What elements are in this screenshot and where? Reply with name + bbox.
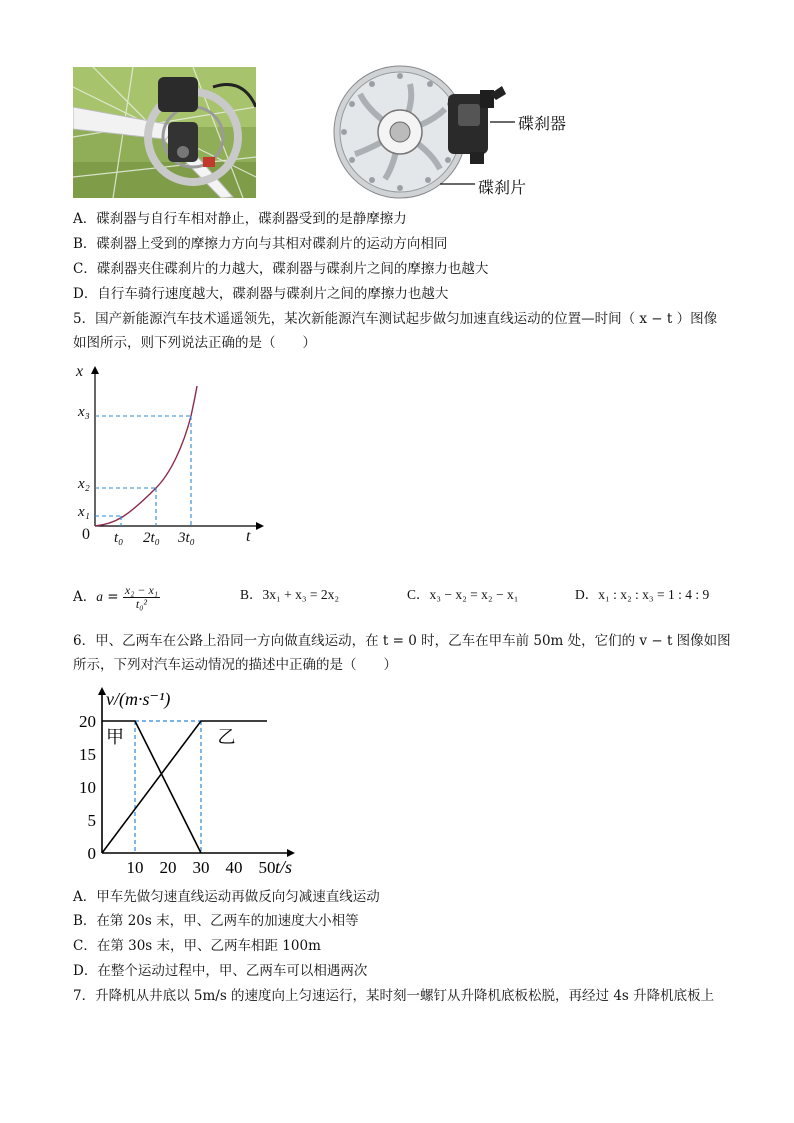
q6-option-d: D．在整个运动过程中，甲、乙两车可以相遇两次	[73, 963, 368, 979]
q6-option-a: A．甲车先做匀速直线运动再做反向匀减速直线运动	[73, 889, 380, 905]
q4-option-a: A．碟刹器与自行车相对静止，碟刹器受到的是静摩擦力	[73, 211, 407, 227]
y-tick-x1: x₁	[78, 504, 90, 520]
y-tick-x2: x₂	[78, 476, 90, 492]
origin-label: 0	[82, 526, 90, 543]
q5-option-a-prefix: A．	[73, 589, 97, 605]
q4-option-b: B．碟刹器上受到的摩擦力方向与其相对碟刹片的运动方向相同	[73, 236, 448, 252]
y-axis-arrow	[98, 687, 106, 695]
q5-option-c: C．x₃ − x₂ = x₂ − x₁	[407, 587, 519, 602]
q5-xt-graph	[70, 362, 270, 562]
q6-option-c: C．在第 30s 末，甲、乙两车相距 100m	[73, 938, 321, 954]
xt-curve	[95, 386, 197, 526]
disc-rotor	[334, 66, 466, 198]
x-tick-label: 50	[258, 858, 276, 877]
y-tick-label: 15	[79, 745, 96, 764]
q4-option-c: C．碟刹器夹住碟刹片的力越大，碟刹器与碟刹片之间的摩擦力也越大	[73, 261, 489, 277]
x-tick-label: 20	[159, 858, 177, 877]
q5-stem-line2: 如图所示，则下列说法正确的是（ ）	[73, 335, 316, 351]
brake-caliper	[448, 86, 506, 164]
vt-chart-svg	[66, 683, 316, 881]
series-yi-label: 乙	[217, 727, 236, 747]
y-axis-title: v/(m·s⁻¹)	[106, 689, 171, 709]
x-axis-label: t	[246, 528, 251, 545]
x-tick-t0: t₀	[114, 530, 124, 546]
series-jia-label: 甲	[106, 727, 124, 747]
x-axis-title: t/s	[275, 857, 293, 877]
q6-stem-line1: 6．甲、乙两车在公路上沿同一方向做直线运动，在 t = 0 时，乙车在甲车前 50m 处，它们的 v − t 图像如图	[73, 633, 731, 649]
guide-lines	[95, 416, 191, 526]
x-tick-label: 30	[192, 858, 210, 877]
rotor-label: 碟刹片	[478, 178, 527, 197]
y-tick-label: 5	[87, 811, 96, 830]
y-tick-label: 10	[79, 778, 96, 797]
x-tick-2t0: 2t₀	[143, 530, 160, 546]
q6-vt-chart	[66, 683, 316, 881]
y-tick-label: 20	[79, 712, 96, 731]
q7-stem-line1: 7．升降机从井底以 5m/s 的速度向上匀速运行，某时刻一螺钉从升降机底板松脱，再经过 4s 升降机底板上	[73, 988, 715, 1004]
q5-option-a-fraction: $\frac{\text{x₂ − x₁}}{\text{t₀²}}$	[124, 583, 158, 611]
x-tick-3t0: 3t₀	[178, 530, 195, 546]
x-axis-arrow	[287, 849, 295, 857]
disc-brake-diagram	[330, 64, 590, 200]
y-tick-label: 0	[87, 844, 96, 863]
x-tick-label: 10	[126, 858, 144, 877]
series-yi-line	[102, 721, 267, 853]
y-tick-x3: x₃	[78, 404, 90, 420]
y-axis-label: x	[76, 363, 84, 380]
bicycle-brake-photo	[73, 67, 256, 198]
x-tick-label: 40	[225, 858, 243, 877]
q5-stem-line1: 5．国产新能源汽车技术遥遥领先，某次新能源汽车测试起步做匀加速直线运动的位置—时间（ x − t ）图像	[73, 311, 718, 327]
caliper-label: 碟刹器	[518, 114, 567, 133]
q5-option-b: B．3x₁ + x₃ = 2x₂	[240, 587, 340, 602]
q5-option-d: D．x₁ : x₂ : x₃ = 1 : 4 : 9	[575, 587, 710, 602]
q4-option-d: D．自行车骑行速度越大，碟刹器与碟刹片之间的摩擦力也越大	[73, 286, 449, 302]
q6-option-b: B．在第 20s 末，甲、乙两车的加速度大小相等	[73, 913, 359, 929]
q5-option-a: A．a = $\frac{\text{x₂ − x₁}}{\text{t₀²}}$	[73, 583, 158, 611]
q6-stem-line2: 所示，下列对汽车运动情况的描述中正确的是（ ）	[73, 657, 397, 673]
